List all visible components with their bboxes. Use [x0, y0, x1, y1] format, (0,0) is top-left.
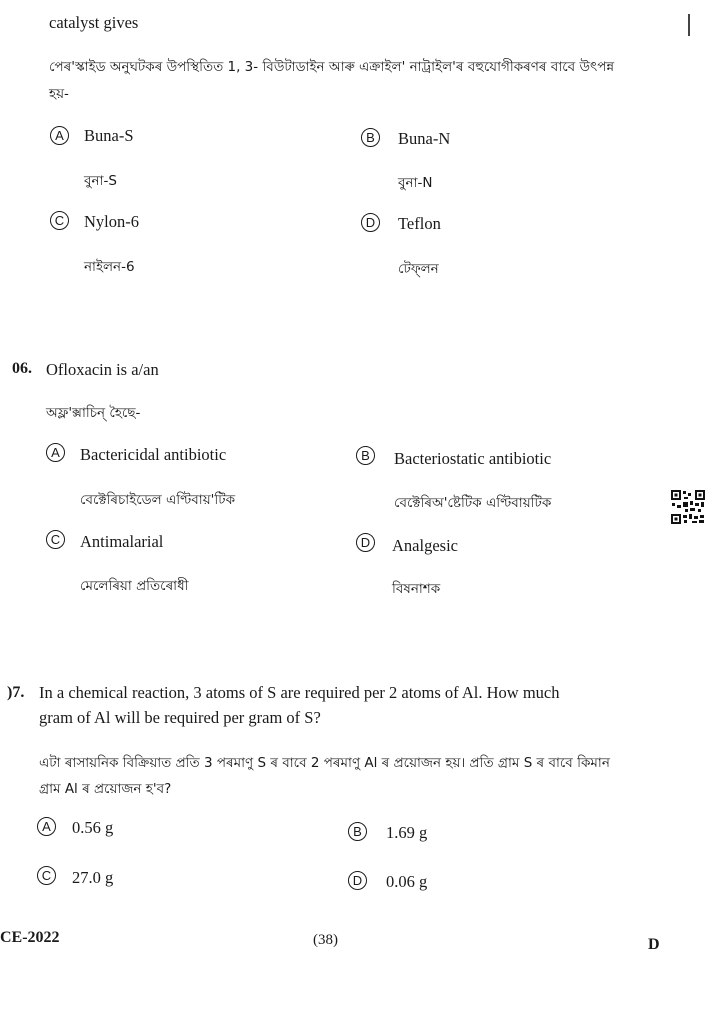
q5-option-d-text: Teflon — [398, 214, 441, 233]
q6-option-c-bn: মেলেৰিয়া প্ৰতিৰোধী — [80, 578, 189, 594]
footer-page-number: (38) — [313, 932, 338, 948]
q7-number: )7. — [7, 684, 25, 701]
q7-option-d-marker[interactable]: D — [348, 871, 367, 890]
footer-exam-code: CE-2022 — [0, 929, 60, 946]
q7-option-b-text: 1.69 g — [386, 823, 428, 842]
q5-option-b-text: Buna-N — [398, 129, 451, 148]
q6-option-b-bn: বেক্টেৰিঅ'ষ্টেটিক এণ্টিবায়টিক — [394, 495, 552, 511]
q7-option-d-text: 0.06 g — [386, 872, 428, 891]
q7-question-line2: gram of Al will be required per gram of S? — [39, 708, 321, 727]
q5-tail-text: catalyst gives — [49, 13, 139, 32]
q5-option-b-bn: বুনা-N — [398, 175, 433, 191]
q7-option-c-marker[interactable]: C — [37, 866, 56, 885]
q6-option-a-bn: বেক্টেৰিচাইডেল এণ্টিবায়'টিক — [80, 492, 236, 508]
q7-question-line1: In a chemical reaction, 3 atoms of S are required per 2 atoms of Al. How much — [39, 683, 560, 702]
q5-option-d-marker[interactable]: D — [361, 213, 380, 232]
q6-option-b-text: Bacteriostatic antibiotic — [394, 449, 552, 468]
q6-option-d-marker[interactable]: D — [356, 533, 375, 552]
q7-option-a-text: 0.56 g — [72, 818, 114, 837]
q5-option-b-marker[interactable]: B — [361, 128, 380, 147]
q6-option-c-text: Antimalarial — [80, 532, 164, 551]
q7-option-a-marker[interactable]: A — [37, 817, 56, 836]
q5-bn-line2: হয়- — [49, 86, 69, 102]
q5-bn-line1: পেৰ'স্কাইড অনুঘটকৰ উপস্থিতিত 1, 3- বিউটাডাইন আৰু এক্ৰাইল' নাট্ৰাইল'ৰ বহুযোগীকৰণৰ বাবে উৎপন্ন — [49, 59, 615, 75]
q5-option-a-bn: বুনা-S — [84, 173, 117, 189]
q6-number: 06. — [12, 360, 32, 377]
q7-bn-line2: গ্ৰাম Al ৰ প্ৰয়োজন হ'ব? — [39, 781, 172, 797]
q5-option-c-text: Nylon-6 — [84, 212, 139, 231]
q7-option-c-text: 27.0 g — [72, 868, 114, 887]
q6-option-a-marker[interactable]: A — [46, 443, 65, 462]
q6-bn-text: অফ্ল'ক্সাচিন্ হৈছে- — [46, 405, 141, 421]
q6-option-c-marker[interactable]: C — [46, 530, 65, 549]
q5-option-c-bn: নাইলন-6 — [84, 259, 135, 275]
q6-option-b-marker[interactable]: B — [356, 446, 375, 465]
q7-bn-line1: এটা ৰাসায়নিক বিক্ৰিয়াত প্ৰতি 3 পৰমাণু S ৰ বাবে 2 পৰমাণু Al ৰ প্ৰয়োজন হয়। প্ৰতি গ্ৰাম S ৰ বাবে কিমান — [39, 755, 610, 771]
qr-code-icon — [670, 489, 706, 525]
q7-option-b-marker[interactable]: B — [348, 822, 367, 841]
edge-mark — [688, 14, 690, 36]
q6-question-text: Ofloxacin is a/an — [46, 360, 159, 379]
q5-option-c-marker[interactable]: C — [50, 211, 69, 230]
q5-option-a-marker[interactable]: A — [50, 126, 69, 145]
q6-option-a-text: Bactericidal antibiotic — [80, 445, 227, 464]
q6-option-d-bn: বিষনাশক — [392, 581, 441, 597]
footer-booklet-series: D — [648, 936, 660, 953]
q6-option-d-text: Analgesic — [392, 536, 458, 555]
q5-option-d-bn: টেফ্‌লন — [398, 261, 439, 277]
q5-option-a-text: Buna-S — [84, 126, 134, 145]
